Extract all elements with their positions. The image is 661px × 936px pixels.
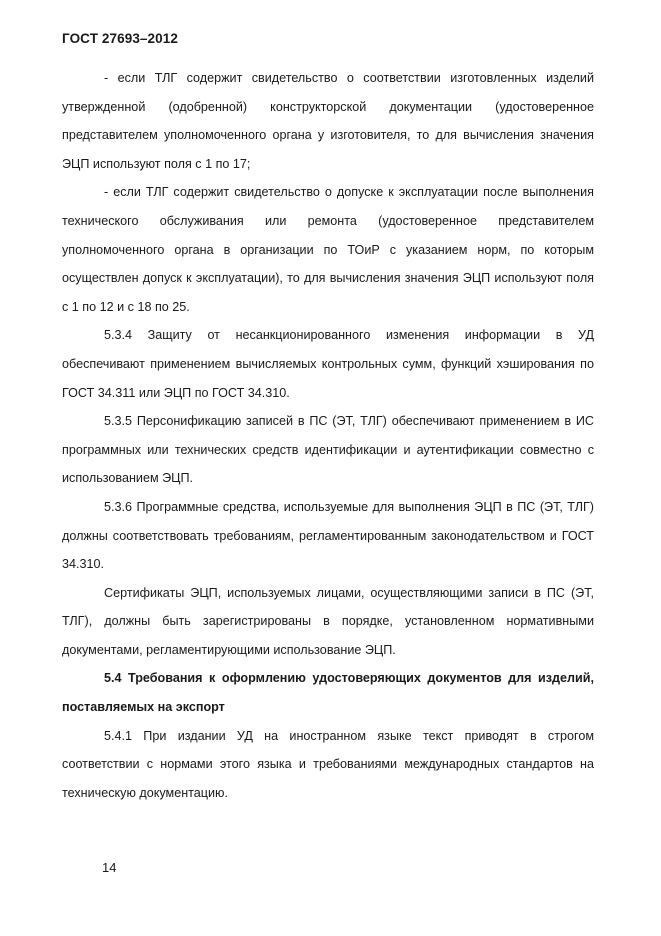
page-number: 14 (102, 860, 117, 875)
paragraph-tlg-conformity: - если ТЛГ содержит свидетельство о соответствии изготовленных изделий утвержденной (одобренной) конструкторской документации (удостоверенное представителем уполномоченного органа у изготовителя, то для вычисления значения ЭЦП используют поля с 1 по 17; (62, 71, 594, 171)
document-header: ГОСТ 27693–2012 (62, 31, 178, 46)
paragraph-5-3-6: 5.3.6 Программные средства, используемые для выполнения ЭЦП в ПС (ЭТ, ТЛГ) должны соответствовать требованиям, регламентированным законодательством и ГОСТ 34.310. (62, 499, 594, 572)
section-heading-5-4: 5.4 Требования к оформлению удостоверяющих документов для изделий, поставляемых на экспорт (62, 671, 594, 715)
paragraph-tlg-admission: - если ТЛГ содержит свидетельство о допуске к эксплуатации после выполнения технического обслуживания или ремонта (удостоверенное представителем уполномоченного органа в организации по ТОиР с указанием норм, по которым осуществлен допуск к эксплуатации), то для вычисления значения ЭЦП используют поля с 1 по 12 и с 18 по 25. (62, 185, 594, 314)
paragraph-5-3-4: 5.3.4 Защиту от несанкционированного изменения информации в УД обеспечивают применением вычисляемых контрольных сумм, функций хэширования по ГОСТ 34.311 или ЭЦП по ГОСТ 34.310. (62, 328, 594, 400)
paragraph-5-3-5: 5.3.5 Персонификацию записей в ПС (ЭТ, ТЛГ) обеспечивают применением в ИС программных или технических средств идентификации и аутентификации совместно с использованием ЭЦП. (62, 414, 594, 486)
paragraph-certificates: Сертификаты ЭЦП, используемых лицами, осуществляющими записи в ПС (ЭТ, ТЛГ), должны быть зарегистрированы в порядке, установленном нормативными документами, регламентирующими использование ЭЦП. (62, 585, 594, 657)
document-body (62, 64, 594, 807)
paragraph-5-4-1: 5.4.1 При издании УД на иностранном языке текст приводят в строгом соответствии с нормами этого языка и требованиями международных стандартов на техническую документацию. (62, 728, 594, 800)
